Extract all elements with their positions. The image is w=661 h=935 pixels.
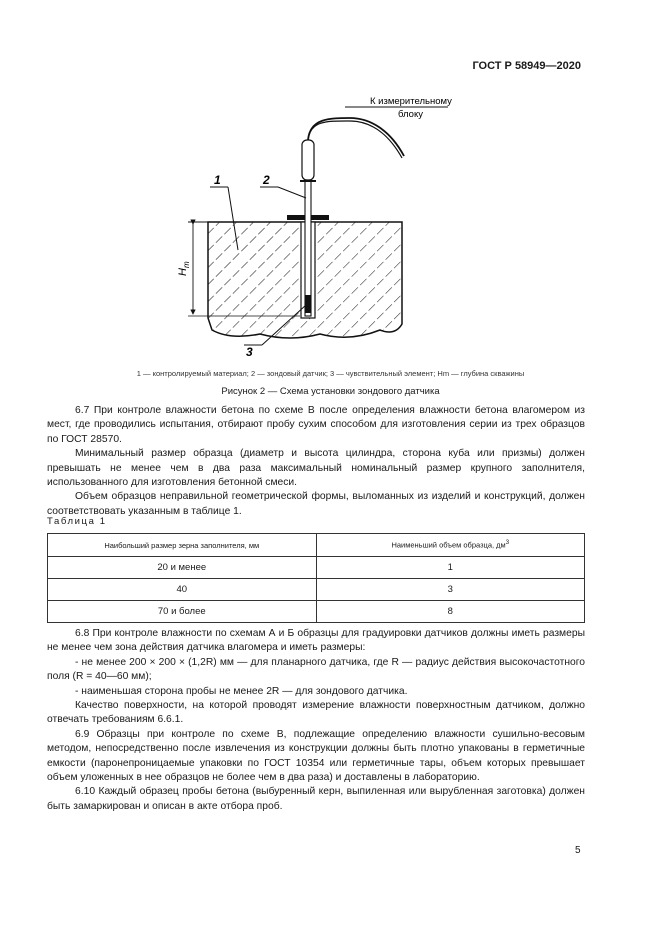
col1-header: Наибольший размер зерна заполнителя, мм <box>48 534 317 557</box>
table-caption: Таблица 1 <box>47 516 107 527</box>
table-row <box>48 601 585 623</box>
table-header-row <box>48 534 585 557</box>
cell-size: 70 и более <box>48 601 317 623</box>
depth-label: $H_m$ <box>177 261 191 276</box>
table-row <box>48 579 585 601</box>
cell-size: 40 <box>48 579 317 601</box>
paragraph-min-size: Минимальный размер образца (диаметр и высота цилиндра, сторона куба или призмы) должен превышать не менее чем в два раза максимальный номинальный размер крупного заполнителя, использованного для изготовления бетонной смеси. <box>47 448 585 489</box>
bullet-planar: - не менее 200 × 200 × (1,2R) мм — для планарного датчика, где R — радиус действия высокочастотного поля (R = 40—60 мм); <box>47 656 585 683</box>
callout-2: 2 <box>263 173 270 187</box>
paragraph-6-8: 6.8 При контроле влажности по схемам А и Б образцы для градуировки датчиков должны иметь размеры не менее чем зона действия датчика влагомера и иметь размеры: <box>47 628 585 654</box>
section-6-7 <box>47 404 585 519</box>
figure-legend: 1 — контролируемый материал; 2 — зондовый датчик; 3 — чувствительный элемент; Hm — глубина скважины <box>136 369 525 378</box>
table-row <box>48 557 585 579</box>
callout-3: 3 <box>246 345 253 359</box>
col2-header: Наименьший объем образца, $дм^3$ <box>316 534 585 557</box>
sensing-element <box>306 295 311 313</box>
concrete-block <box>188 222 402 338</box>
label-block: блоку <box>398 109 423 120</box>
page-number: 5 <box>575 845 581 856</box>
probe-handle <box>302 140 314 180</box>
paragraph-6-7: 6.7 При контроле влажности бетона по схеме В после определения влажности бетона влагомером из мест, где проводились испытания, отбирают пробу сухим способом для изготовления серии из трех образцов по ГОСТ 28570. <box>47 405 585 445</box>
paragraph-6-10: 6.10 Каждый образец пробы бетона (выбуренный керн, выпиленная или вырубленная заготовка) должен быть замаркирован и описан в акте отбора проб. <box>47 786 585 812</box>
cell-volume: 8 <box>316 601 585 623</box>
cell-volume: 1 <box>316 557 585 579</box>
cell-size: 20 и менее <box>48 557 317 579</box>
paragraph-quality: Качество поверхности, на которой проводят измерение влажности поверхностным датчиком, должно отвечать требованиям 6.6.1. <box>47 700 585 726</box>
bullet-probe: - наименьшая сторона пробы не менее 2R — для зондового датчика. <box>75 685 408 697</box>
label-to-meter: К измерительному <box>370 96 452 107</box>
cell-volume: 3 <box>316 579 585 601</box>
standard-number: ГОСТ Р 58949—2020 <box>472 60 581 72</box>
paragraph-6-9: 6.9 Образцы при контроле по схеме В, подлежащие определению влажности сушильно-весовым методом, непосредственно после извлечения из конструкции должны быть плотно упакованы в герметичные емкости (паронепроницаемые упаковки по ГОСТ 10354 или герметичные тары, объем которых превышает объем уложенных в нее образцов не более чем в два раза) и доставлены в лабораторию. <box>47 728 585 784</box>
paragraph-volume: Объем образцов неправильной геометрической формы, выломанных из изделий и конструкций, должен соответствовать указанным в таблице 1. <box>47 491 585 517</box>
section-6-8-to-6-10 <box>47 627 585 814</box>
data-table <box>47 533 585 623</box>
cable <box>308 118 404 156</box>
probe-installation-diagram <box>0 0 661 370</box>
figure-caption: Рисунок 2 — Схема установки зондового датчика <box>221 386 440 397</box>
callout-1: 1 <box>214 173 221 187</box>
